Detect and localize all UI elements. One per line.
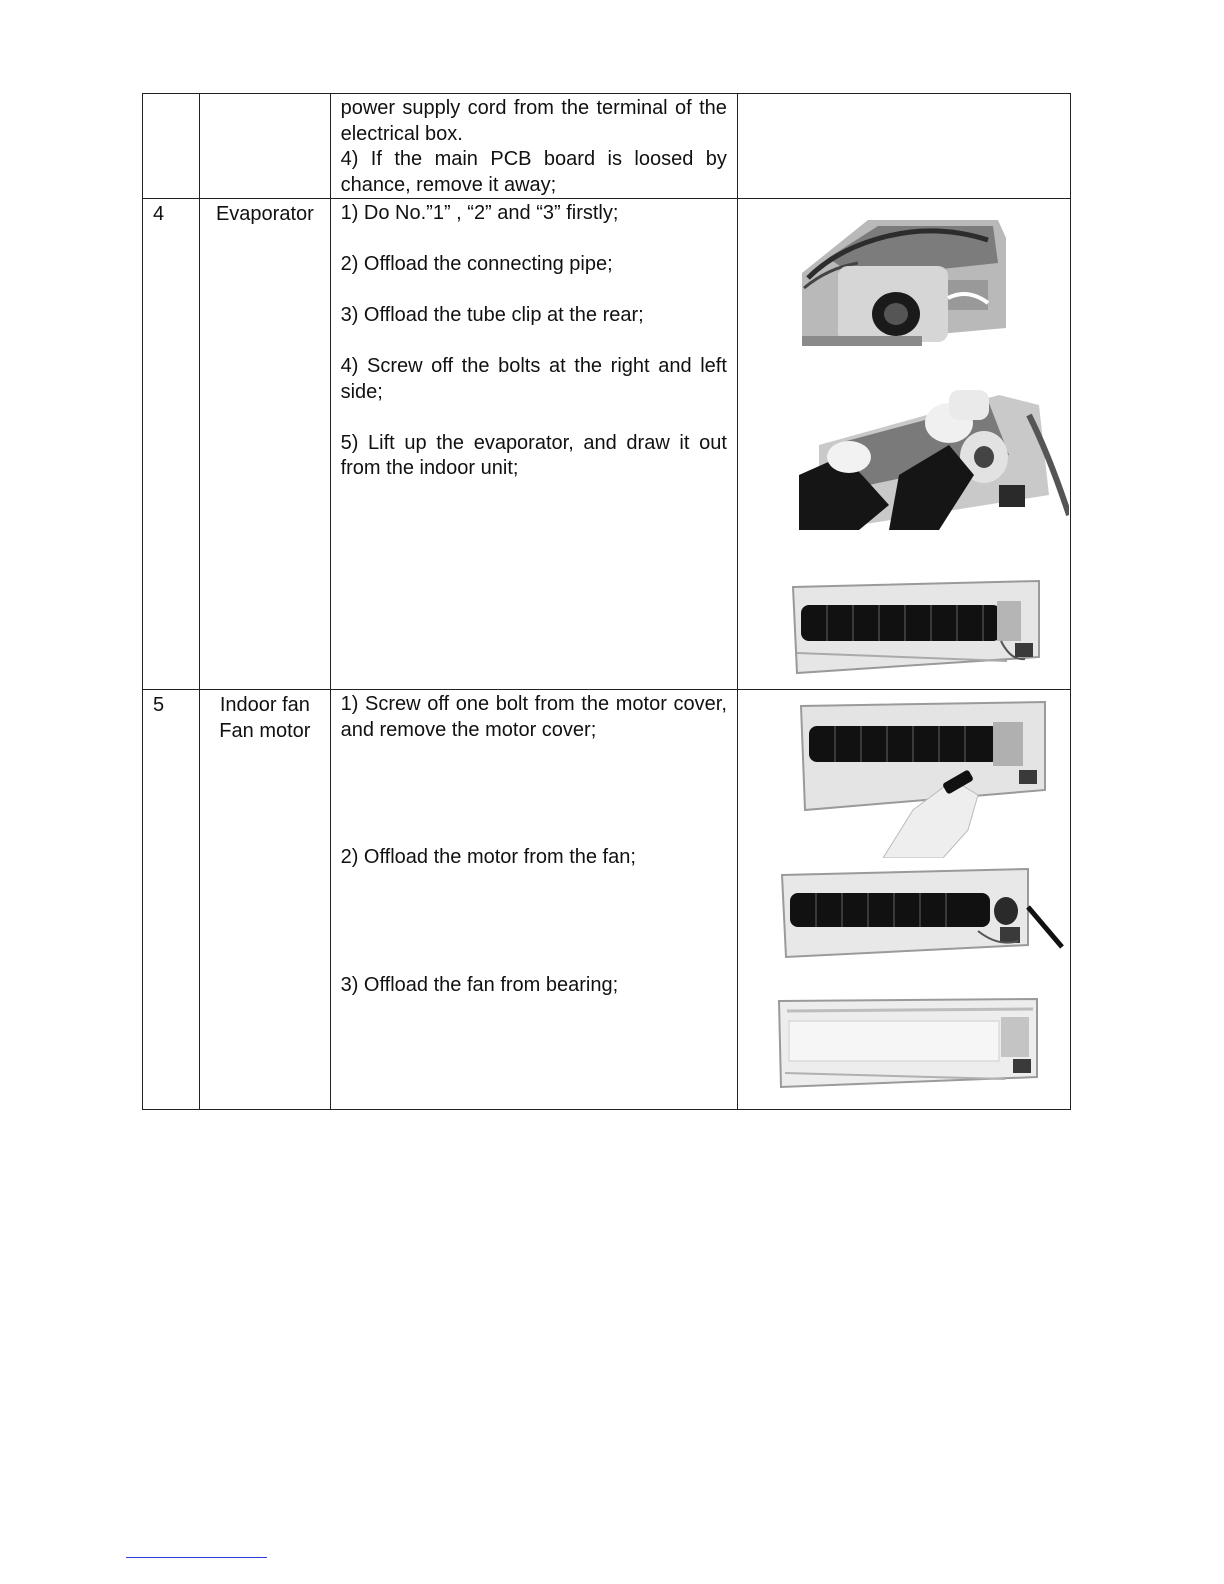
offload-motor-photo [778,867,1064,959]
evaporator-photo [798,218,1008,350]
part-cell [200,199,330,690]
image-cell [737,199,1070,690]
step-text: 4) If the main PCB board is loosed by chance, remove it away; [340,148,727,196]
motor-cover-photo [793,700,1049,858]
part-cell [200,690,330,1110]
step-text: 1) Do No.”1” , “2” and “3” firstly; [340,202,619,224]
image-cell [737,94,1070,199]
row-number: 5 [153,694,165,716]
indoor-unit-photo [787,579,1043,677]
step-text: 5) Lift up the evaporator, and draw it out from the indoor unit; [340,431,727,479]
row-number: 4 [153,203,165,225]
part-name: Fan motor [219,719,311,742]
number-cell [143,690,200,1110]
steps-cell [330,690,737,1110]
step-text: power supply cord from the terminal of the electrical box. [340,97,727,145]
table-row-continued [143,94,1071,199]
step-text: 2) Offload the connecting pipe; [340,253,613,275]
footer-link-line [126,1557,267,1558]
steps-cell [330,94,737,199]
part-cell [200,94,330,199]
step-text: 4) Screw off the bolts at the right and left side; [340,355,727,403]
number-cell [143,94,200,199]
step-text: 1) Screw off one bolt from the motor cover, and remove the motor cover; [340,693,727,741]
step-text: 3) Offload the fan from bearing; [340,973,619,996]
steps-cell [330,199,737,690]
disassembly-table [142,93,1071,1110]
step-text: 3) Offload the tube clip at the rear; [340,304,644,326]
part-name: Indoor fan [219,694,310,716]
table-row-evaporator [143,199,1071,690]
empty-unit-photo [775,997,1041,1089]
part-name: Evaporator [215,203,314,225]
table-row-indoor-fan [143,690,1071,1110]
lift-evaporator-photo [799,385,1069,530]
image-cell [737,690,1070,1110]
number-cell [143,199,200,690]
step-text: 2) Offload the motor from the fan; [340,846,636,868]
